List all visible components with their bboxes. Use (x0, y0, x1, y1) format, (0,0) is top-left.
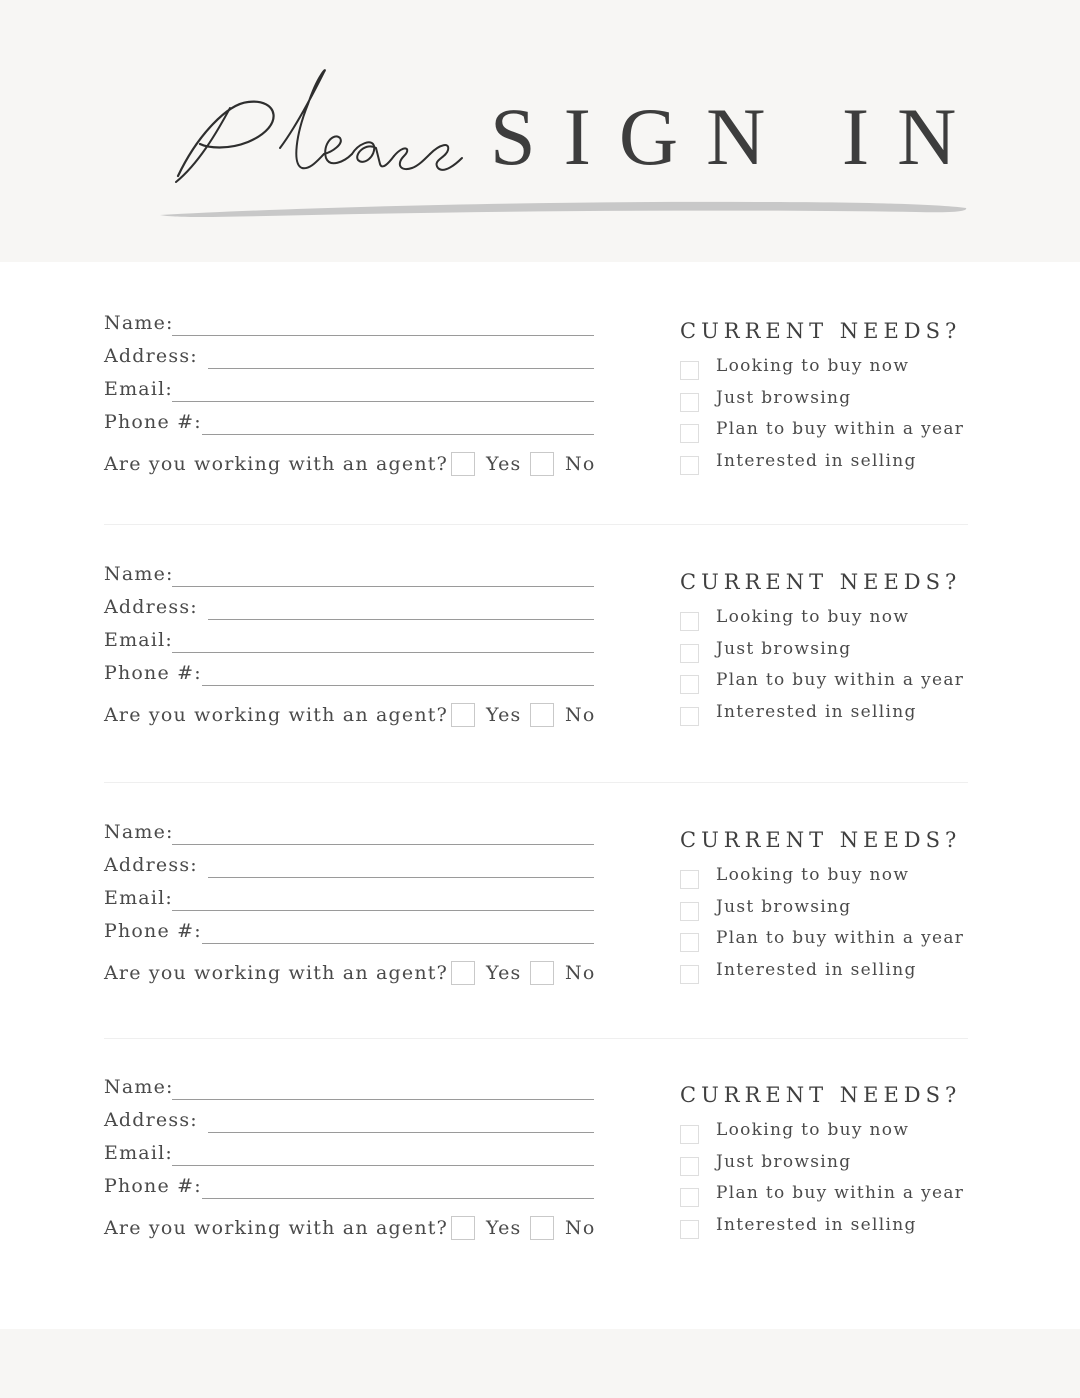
entry-separator (104, 1038, 968, 1039)
brush-underline (156, 196, 972, 222)
need-selling-label: Interested in selling (716, 451, 917, 471)
agent-yes-label: Yes (486, 1217, 522, 1239)
email-field[interactable] (104, 887, 594, 915)
need-selling-checkbox[interactable] (680, 707, 699, 726)
agent-no-label: No (565, 453, 596, 475)
name-input-line[interactable] (172, 844, 594, 845)
email-input-line[interactable] (172, 401, 594, 402)
name-input-line[interactable] (172, 1099, 594, 1100)
entry-separator (104, 524, 968, 525)
header-band (0, 0, 1080, 262)
address-input-line[interactable] (208, 619, 594, 620)
agent-yes-checkbox[interactable] (451, 703, 475, 727)
need-browsing-checkbox[interactable] (680, 1157, 699, 1176)
agent-question-row (104, 453, 604, 483)
name-field[interactable] (104, 312, 594, 340)
need-selling-label: Interested in selling (716, 702, 917, 722)
agent-question: Are you working with an agent? (104, 962, 448, 984)
phone-field[interactable] (104, 1175, 594, 1203)
need-buy-now-checkbox[interactable] (680, 361, 699, 380)
need-buy-year[interactable] (680, 670, 980, 694)
need-selling[interactable] (680, 702, 980, 726)
need-buy-now-label: Looking to buy now (716, 1120, 910, 1140)
phone-input-line[interactable] (202, 434, 594, 435)
address-input-line[interactable] (208, 368, 594, 369)
need-browsing-checkbox[interactable] (680, 902, 699, 921)
email-label: Email: (104, 629, 173, 651)
agent-yes-checkbox[interactable] (451, 961, 475, 985)
page-title: SIGN IN (490, 91, 985, 182)
phone-label: Phone #: (104, 662, 202, 684)
agent-question: Are you working with an agent? (104, 453, 448, 475)
email-label: Email: (104, 1142, 173, 1164)
agent-question-row (104, 704, 604, 734)
name-input-line[interactable] (172, 586, 594, 587)
address-input-line[interactable] (208, 877, 594, 878)
agent-yes-checkbox[interactable] (451, 1216, 475, 1240)
address-input-line[interactable] (208, 1132, 594, 1133)
name-field[interactable] (104, 821, 594, 849)
need-buy-now[interactable] (680, 865, 980, 889)
need-selling-checkbox[interactable] (680, 1220, 699, 1239)
current-needs-title: CURRENT NEEDS? (680, 570, 962, 594)
agent-yes-checkbox[interactable] (451, 452, 475, 476)
need-browsing-label: Just browsing (716, 1152, 852, 1172)
need-buy-year[interactable] (680, 1183, 980, 1207)
current-needs-title: CURRENT NEEDS? (680, 319, 962, 343)
need-browsing-label: Just browsing (716, 388, 852, 408)
address-label: Address: (104, 1109, 198, 1131)
phone-input-line[interactable] (202, 685, 594, 686)
agent-no-checkbox[interactable] (530, 452, 554, 476)
need-buy-year[interactable] (680, 419, 980, 443)
entry-separator (104, 782, 968, 783)
email-input-line[interactable] (172, 1165, 594, 1166)
need-buy-year-label: Plan to buy within a year (716, 1183, 965, 1203)
address-field[interactable] (104, 596, 594, 624)
need-buy-year-label: Plan to buy within a year (716, 419, 965, 439)
address-label: Address: (104, 854, 198, 876)
name-label: Name: (104, 821, 174, 843)
need-buy-now-label: Looking to buy now (716, 865, 910, 885)
email-input-line[interactable] (172, 910, 594, 911)
email-label: Email: (104, 378, 173, 400)
address-field[interactable] (104, 854, 594, 882)
need-browsing[interactable] (680, 388, 980, 412)
need-selling-label: Interested in selling (716, 1215, 917, 1235)
agent-no-checkbox[interactable] (530, 703, 554, 727)
need-buy-now-checkbox[interactable] (680, 870, 699, 889)
need-buy-year-checkbox[interactable] (680, 424, 699, 443)
email-field[interactable] (104, 378, 594, 406)
phone-label: Phone #: (104, 920, 202, 942)
need-browsing-checkbox[interactable] (680, 393, 699, 412)
need-buy-year-checkbox[interactable] (680, 675, 699, 694)
need-selling-checkbox[interactable] (680, 456, 699, 475)
agent-question: Are you working with an agent? (104, 704, 448, 726)
agent-yes-label: Yes (486, 453, 522, 475)
address-label: Address: (104, 345, 198, 367)
need-buy-now-checkbox[interactable] (680, 1125, 699, 1144)
email-field[interactable] (104, 629, 594, 657)
email-label: Email: (104, 887, 173, 909)
need-buy-now[interactable] (680, 1120, 980, 1144)
agent-no-label: No (565, 1217, 596, 1239)
name-label: Name: (104, 1076, 174, 1098)
need-browsing-checkbox[interactable] (680, 644, 699, 663)
need-buy-year-label: Plan to buy within a year (716, 928, 965, 948)
current-needs-title: CURRENT NEEDS? (680, 1083, 962, 1107)
need-selling-checkbox[interactable] (680, 965, 699, 984)
phone-label: Phone #: (104, 411, 202, 433)
need-buy-now-checkbox[interactable] (680, 612, 699, 631)
need-buy-year-checkbox[interactable] (680, 1188, 699, 1207)
agent-no-label: No (565, 962, 596, 984)
email-field[interactable] (104, 1142, 594, 1170)
name-field[interactable] (104, 563, 594, 591)
phone-input-line[interactable] (202, 1198, 594, 1199)
agent-question-row (104, 962, 604, 992)
phone-label: Phone #: (104, 1175, 202, 1197)
need-buy-year-checkbox[interactable] (680, 933, 699, 952)
need-buy-now-label: Looking to buy now (716, 356, 910, 376)
name-field[interactable] (104, 1076, 594, 1104)
name-label: Name: (104, 312, 174, 334)
current-needs-title: CURRENT NEEDS? (680, 828, 962, 852)
phone-input-line[interactable] (202, 943, 594, 944)
name-input-line[interactable] (172, 335, 594, 336)
agent-question-row (104, 1217, 604, 1247)
need-selling[interactable] (680, 960, 980, 984)
agent-yes-label: Yes (486, 704, 522, 726)
address-field[interactable] (104, 1109, 594, 1137)
need-buy-now-label: Looking to buy now (716, 607, 910, 627)
need-browsing[interactable] (680, 897, 980, 921)
agent-question: Are you working with an agent? (104, 1217, 448, 1239)
footer-band (0, 1329, 1080, 1398)
please-script-logo (168, 64, 468, 194)
need-buy-now[interactable] (680, 356, 980, 380)
agent-no-checkbox[interactable] (530, 961, 554, 985)
name-label: Name: (104, 563, 174, 585)
need-browsing[interactable] (680, 639, 980, 663)
need-buy-year-label: Plan to buy within a year (716, 670, 965, 690)
address-field[interactable] (104, 345, 594, 373)
need-selling[interactable] (680, 451, 980, 475)
phone-field[interactable] (104, 662, 594, 690)
agent-yes-label: Yes (486, 962, 522, 984)
phone-field[interactable] (104, 411, 594, 439)
address-label: Address: (104, 596, 198, 618)
need-browsing-label: Just browsing (716, 639, 852, 659)
need-buy-now[interactable] (680, 607, 980, 631)
need-buy-year[interactable] (680, 928, 980, 952)
need-browsing[interactable] (680, 1152, 980, 1176)
need-selling-label: Interested in selling (716, 960, 917, 980)
phone-field[interactable] (104, 920, 594, 948)
agent-no-label: No (565, 704, 596, 726)
need-selling[interactable] (680, 1215, 980, 1239)
need-browsing-label: Just browsing (716, 897, 852, 917)
agent-no-checkbox[interactable] (530, 1216, 554, 1240)
email-input-line[interactable] (172, 652, 594, 653)
